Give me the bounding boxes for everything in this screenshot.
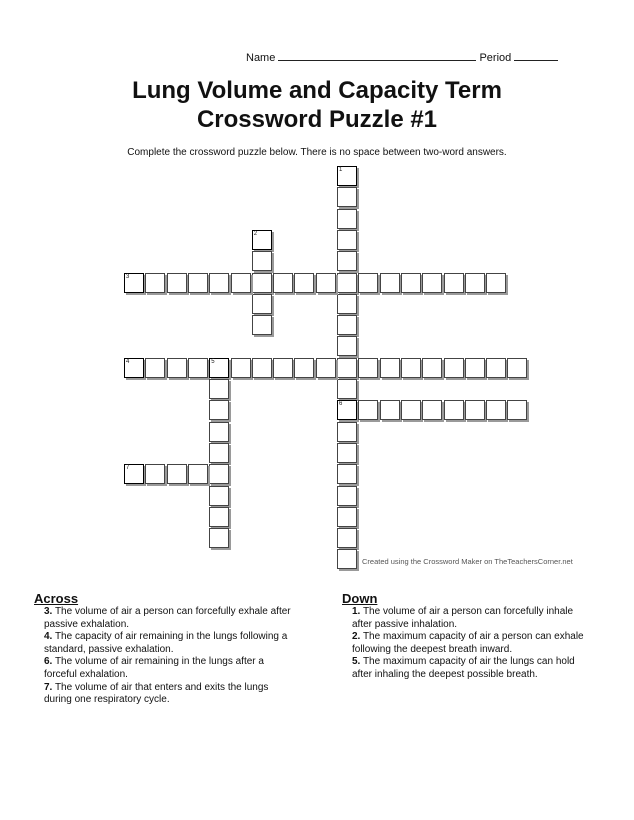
cell-number: 5 — [211, 358, 215, 365]
page-title-line1: Lung Volume and Capacity Term — [132, 77, 502, 104]
crossword-cell[interactable] — [209, 464, 229, 484]
crossword-cell[interactable] — [337, 358, 357, 378]
crossword-cell[interactable] — [337, 166, 357, 186]
crossword-cell[interactable] — [188, 464, 208, 484]
crossword-cell[interactable] — [507, 400, 527, 420]
clue-number: 2. — [352, 631, 361, 643]
crossword-cell[interactable] — [209, 358, 229, 378]
across-clue — [44, 656, 294, 681]
crossword-cell[interactable] — [337, 507, 357, 527]
crossword-cell[interactable] — [209, 507, 229, 527]
crossword-cell[interactable] — [145, 273, 165, 293]
crossword-cell[interactable] — [422, 358, 442, 378]
cell-number: 1 — [339, 167, 343, 173]
crossword-cell[interactable] — [401, 273, 421, 293]
crossword-cell[interactable] — [252, 230, 272, 250]
clue-text: The maximum capacity of air the lungs can hold after inhaling the deepest possible breath. — [352, 656, 575, 680]
crossword-cell[interactable] — [337, 273, 357, 293]
across-clue — [44, 631, 294, 656]
crossword-cell[interactable] — [124, 273, 144, 293]
crossword-cell[interactable] — [444, 400, 464, 420]
cell-number: 3 — [126, 273, 130, 280]
down-clue — [352, 656, 592, 681]
clue-number: 3. — [44, 606, 53, 617]
crossword-cell[interactable] — [380, 358, 400, 378]
crossword-cell[interactable] — [252, 294, 272, 314]
down-clue — [352, 631, 592, 656]
crossword-cell[interactable] — [486, 358, 506, 378]
crossword-cell[interactable] — [209, 528, 229, 548]
crossword-cell[interactable] — [337, 209, 357, 229]
crossword-cell[interactable] — [316, 273, 336, 293]
name-label: Name — [246, 52, 276, 64]
clue-text: The volume of air a person can forcefully inhale after passive inhalation. — [352, 606, 574, 630]
crossword-cell[interactable] — [465, 273, 485, 293]
crossword-cell[interactable] — [145, 464, 165, 484]
across-clue-list — [44, 606, 294, 707]
crossword-cell[interactable] — [465, 358, 485, 378]
crossword-cell[interactable] — [252, 315, 272, 335]
crossword-cell[interactable] — [209, 400, 229, 420]
crossword-cell[interactable] — [167, 273, 187, 293]
crossword-cell[interactable] — [337, 315, 357, 335]
crossword-cell[interactable] — [337, 486, 357, 506]
crossword-cell[interactable] — [188, 273, 208, 293]
clue-text: The volume of air that enters and exits the lungs during one respiratory cycle. — [44, 681, 269, 706]
crossword-cell[interactable] — [209, 422, 229, 442]
clue-text: The volume of air remaining in the lungs after a forceful exhalation. — [44, 656, 264, 680]
crossword-cell[interactable] — [337, 549, 357, 569]
crossword-cell[interactable] — [124, 464, 144, 484]
across-heading: Across — [34, 591, 79, 606]
clue-text: The capacity of air remaining in the lungs following a standard, passive exhalation. — [44, 631, 288, 655]
crossword-cell[interactable] — [209, 443, 229, 463]
crossword-cell[interactable] — [337, 251, 357, 271]
crossword-cell[interactable] — [507, 358, 527, 378]
across-clue — [44, 682, 294, 707]
down-heading: Down — [342, 591, 378, 606]
credit-text: Created using the Crossword Maker on TheTeachersCorner.net — [362, 557, 573, 566]
crossword-cell[interactable] — [422, 400, 442, 420]
crossword-cell[interactable] — [337, 400, 357, 420]
crossword-cell[interactable] — [380, 400, 400, 420]
crossword-cell[interactable] — [358, 400, 378, 420]
crossword-cell[interactable] — [294, 358, 314, 378]
cell-number: 4 — [126, 358, 130, 365]
crossword-cell[interactable] — [358, 358, 378, 378]
crossword-cell[interactable] — [209, 486, 229, 506]
crossword-cell[interactable] — [124, 358, 144, 378]
crossword-cell[interactable] — [422, 273, 442, 293]
crossword-cell[interactable] — [273, 273, 293, 293]
period-label: Period — [479, 52, 512, 64]
crossword-cell[interactable] — [145, 358, 165, 378]
crossword-cell[interactable] — [294, 273, 314, 293]
clue-number: 7. — [44, 681, 53, 693]
clue-number: 1. — [352, 606, 361, 617]
page-title-line2: Crossword Puzzle #1 — [196, 106, 438, 133]
across-clue — [44, 606, 294, 631]
cell-number: 2 — [253, 230, 258, 237]
clue-text: The maximum capacity of air a person can exhale following the deepest breath inward. — [352, 631, 584, 655]
crossword-cell[interactable] — [337, 528, 357, 548]
crossword-cell[interactable] — [337, 379, 357, 399]
crossword-cell[interactable] — [380, 273, 400, 293]
crossword-cell[interactable] — [401, 400, 421, 420]
crossword-cell[interactable] — [337, 230, 357, 250]
crossword-cell[interactable] — [358, 273, 378, 293]
cell-number: 7 — [126, 465, 130, 472]
crossword-cell[interactable] — [337, 422, 357, 442]
crossword-cell[interactable] — [337, 336, 357, 356]
crossword-cell[interactable] — [337, 294, 357, 314]
crossword-cell[interactable] — [252, 273, 272, 293]
crossword-cell[interactable] — [231, 358, 251, 378]
crossword-cell[interactable] — [273, 358, 293, 378]
crossword-cell[interactable] — [401, 358, 421, 378]
crossword-cell[interactable] — [337, 187, 357, 207]
crossword-cell[interactable] — [465, 400, 485, 420]
down-clue-list — [352, 606, 592, 682]
crossword-cell[interactable] — [167, 358, 187, 378]
crossword-cell[interactable] — [252, 251, 272, 271]
crossword-cell[interactable] — [252, 358, 272, 378]
clue-number: 6. — [44, 656, 53, 668]
cell-number: 6 — [339, 401, 343, 408]
crossword-cell[interactable] — [231, 273, 251, 293]
crossword-cell[interactable] — [337, 443, 357, 463]
crossword-cell[interactable] — [209, 273, 229, 293]
crossword-cell[interactable] — [486, 400, 506, 420]
crossword-cell[interactable] — [167, 464, 187, 484]
crossword-cell[interactable] — [444, 273, 464, 293]
instructions: Complete the crossword puzzle below. There is no space between two-word answers. — [127, 147, 507, 158]
crossword-cell[interactable] — [486, 273, 506, 293]
crossword-cell[interactable] — [209, 379, 229, 399]
clue-number: 5. — [352, 656, 361, 668]
crossword-cell[interactable] — [316, 358, 336, 378]
crossword-cell[interactable] — [337, 464, 357, 484]
clue-number: 4. — [44, 631, 53, 643]
clue-text: The volume of air a person can forcefully exhale after passive exhalation. — [44, 606, 291, 630]
down-clue — [352, 606, 592, 631]
crossword-cell[interactable] — [444, 358, 464, 378]
crossword-cell[interactable] — [188, 358, 208, 378]
